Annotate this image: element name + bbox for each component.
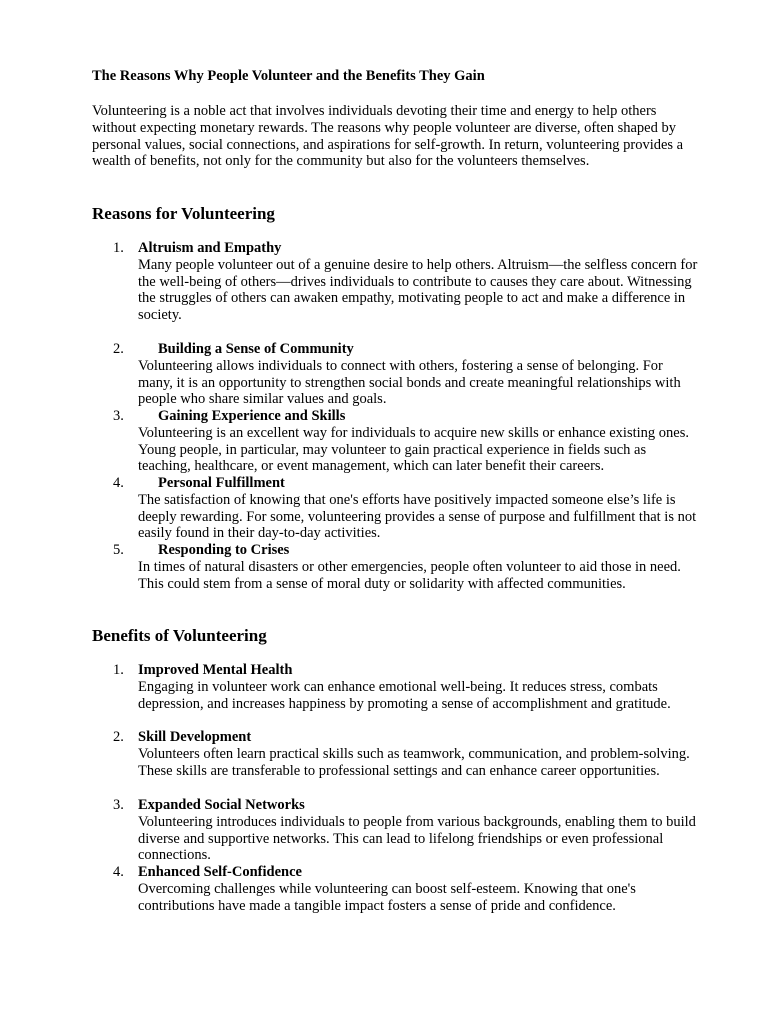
list-number: 3. [113,408,124,424]
list-number: 2. [113,341,124,357]
list-number: 1. [113,240,124,256]
benefit-text: Engaging in volunteer work can enhance emotional well-being. It reduces stress, combats depression, and increases happiness by promoting a sense of accomplishment and gratitude. [138,678,671,712]
benefit-text: Volunteers often learn practical skills such as teamwork, communication, and problem-solving. These skills are transferable to professional settings and can enhance career opportunities. [138,745,690,779]
document-title: The Reasons Why People Volunteer and the Benefits They Gain [92,68,485,84]
reason-title: Gaining Experience and Skills [158,408,346,424]
benefit-title: Improved Mental Health [138,662,293,678]
reason-title: Personal Fulfillment [158,475,285,491]
reason-text: Volunteering allows individuals to connect with others, fostering a sense of belonging. For many, it is an opportunity to strengthen social bonds and create meaningful relationships with people who share similar values and goals. [138,357,681,408]
list-number: 1. [113,662,124,678]
list-number: 5. [113,542,124,558]
reason-text: Volunteering is an excellent way for individuals to acquire new skills or enhance existing ones. Young people, in particular, may volunteer to gain practical experience in fields such as teaching, healthcare, or event management, which can later benefit their careers. [138,424,689,475]
benefit-title: Skill Development [138,729,252,745]
list-number: 3. [113,797,124,813]
reasons-heading: Reasons for Volunteering [92,204,275,223]
reason-text: In times of natural disasters or other emergencies, people often volunteer to aid those in need. This could stem from a sense of moral duty or solidarity with affected communities. [138,558,681,592]
list-number: 4. [113,475,124,491]
benefit-text: Volunteering introduces individuals to people from various backgrounds, enabling them to build diverse and supportive networks. This can lead to lifelong friendships or even professional connections. [138,813,696,864]
intro-paragraph: Volunteering is a noble act that involves individuals devoting their time and energy to help others without expecting monetary rewards. The reasons why people volunteer are diverse, often shaped by personal values, social connections, and aspirations for self-growth. In return, volunteering provides a wealth of benefits, not only for the community but also for the volunteers themselves. [92,103,684,170]
list-number: 4. [113,864,124,880]
reason-text: The satisfaction of knowing that one's efforts have positively impacted someone else’s life is deeply rewarding. For some, volunteering provides a sense of purpose and fulfillment that is not easily found in their day-to-day activities. [138,491,697,542]
reason-text: Many people volunteer out of a genuine desire to help others. Altruism—the selfless concern for the well-being of others—drives individuals to contribute to causes they care about. Witnessing the struggles of others can awaken empathy, motivating people to act and make a difference in society. [138,256,698,324]
benefit-title: Enhanced Self-Confidence [138,864,302,880]
reason-title: Responding to Crises [158,542,290,558]
reason-title: Altruism and Empathy [138,240,282,256]
benefit-title: Expanded Social Networks [138,797,305,813]
list-number: 2. [113,729,124,745]
reason-title: Building a Sense of Community [158,341,354,357]
benefits-heading: Benefits of Volunteering [92,626,267,645]
benefit-text: Overcoming challenges while volunteering can boost self-esteem. Knowing that one's contributions have made a tangible impact fosters a sense of pride and confidence. [138,880,636,914]
